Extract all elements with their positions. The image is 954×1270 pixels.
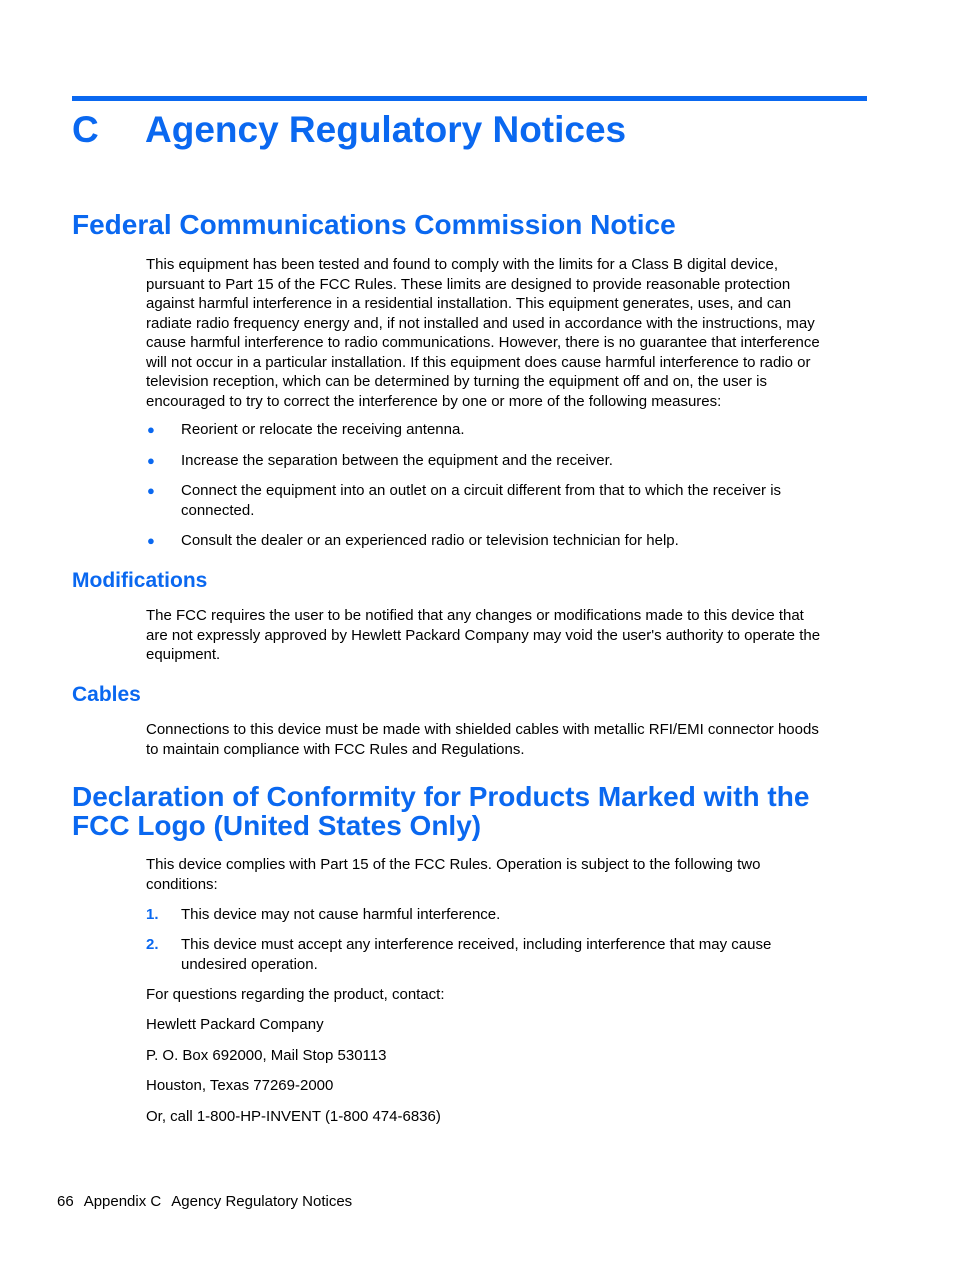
numbered-item [146, 905, 868, 925]
chapter-letter: C [72, 109, 99, 150]
bullet-item [146, 481, 868, 520]
item-number: 1. [146, 906, 159, 923]
fcc-line: cause harmful interference to radio communications. However, there is no guarantee that interference [146, 334, 820, 351]
chapter-title-text: Agency Regulatory Notices [145, 109, 627, 150]
bullet-text: Reorient or relocate the receiving antenna. [181, 421, 465, 438]
fcc-line: television reception, which can be determined by turning the equipment off and on, the user is [146, 373, 767, 390]
cables-paragraph: Connections to this device must be made with shielded cables with metallic RFI/EMI connector hoods to maintain compliance with FCC Rules and Regulations. [146, 721, 819, 758]
item-text: This device must accept any interference received, including interference that may cause undesired operation. [181, 936, 772, 973]
declaration-intro: This device complies with Part 15 of the FCC Rules. Operation is subject to the following two conditions: [146, 856, 761, 893]
contact-company: Hewlett Packard Company [146, 1016, 324, 1033]
bullet-item [146, 420, 868, 440]
fcc-line: This equipment has been tested and found to comply with the limits for a Class B digital device, [146, 256, 778, 273]
cables-heading: Cables [72, 683, 141, 706]
bullet-text: Connect the equipment into an outlet on a circuit different from that to which the receiver is connected. [181, 482, 782, 519]
footer-appendix: Appendix C [83, 1193, 162, 1210]
item-text: This device may not cause harmful interference. [181, 906, 501, 923]
footer-title: Agency Regulatory Notices [171, 1193, 353, 1210]
fcc-line: against harmful interference in a residential installation. This equipment generates, uses, and can [146, 295, 792, 312]
item-number: 2. [146, 936, 159, 953]
contact-po-box: P. O. Box 692000, Mail Stop 530113 [146, 1047, 387, 1064]
fcc-paragraph [146, 255, 868, 411]
bullet-text: Increase the separation between the equipment and the receiver. [181, 452, 613, 469]
bullet-text: Consult the dealer or an experienced radio or television technician for help. [181, 532, 679, 549]
fcc-line: radiate radio frequency energy and, if not installed and used in accordance with the instructions, may [146, 314, 815, 332]
contact-city: Houston, Texas 77269-2000 [146, 1077, 334, 1094]
page-number: 66 [57, 1193, 74, 1210]
page-footer [57, 1192, 362, 1211]
bullet-icon: ● [147, 422, 155, 437]
numbered-item [146, 935, 868, 974]
declaration-heading: Declaration of Conformity for Products Marked with the FCC Logo (United States Only) [72, 781, 810, 841]
bullet-icon: ● [147, 453, 155, 468]
chapter-title [72, 106, 626, 154]
fcc-heading: Federal Communications Commission Notice [72, 209, 676, 240]
fcc-line: pursuant to Part 15 of the FCC Rules. These limits are designed to provide reasonable protection [146, 275, 791, 293]
fcc-line: encouraged to try to correct the interference by one or more of the following measures: [146, 392, 722, 410]
bullet-item [146, 531, 868, 551]
bullet-icon: ● [147, 533, 155, 548]
modifications-heading: Modifications [72, 569, 208, 592]
fcc-line: will not occur in a particular installation. If this equipment does cause harmful interference to radio or [146, 353, 811, 371]
modifications-paragraph: The FCC requires the user to be notified that any changes or modifications made to this device that are not expressly approved by Hewlett Packard Company may void the user's authority to operate the equipment. [146, 607, 821, 663]
contact-phone: Or, call 1-800-HP-INVENT (1-800 474-6836) [146, 1108, 441, 1125]
bullet-item [146, 451, 868, 471]
bullet-icon: ● [147, 483, 155, 498]
chapter-rule [72, 96, 867, 101]
contact-intro: For questions regarding the product, contact: [146, 986, 445, 1003]
